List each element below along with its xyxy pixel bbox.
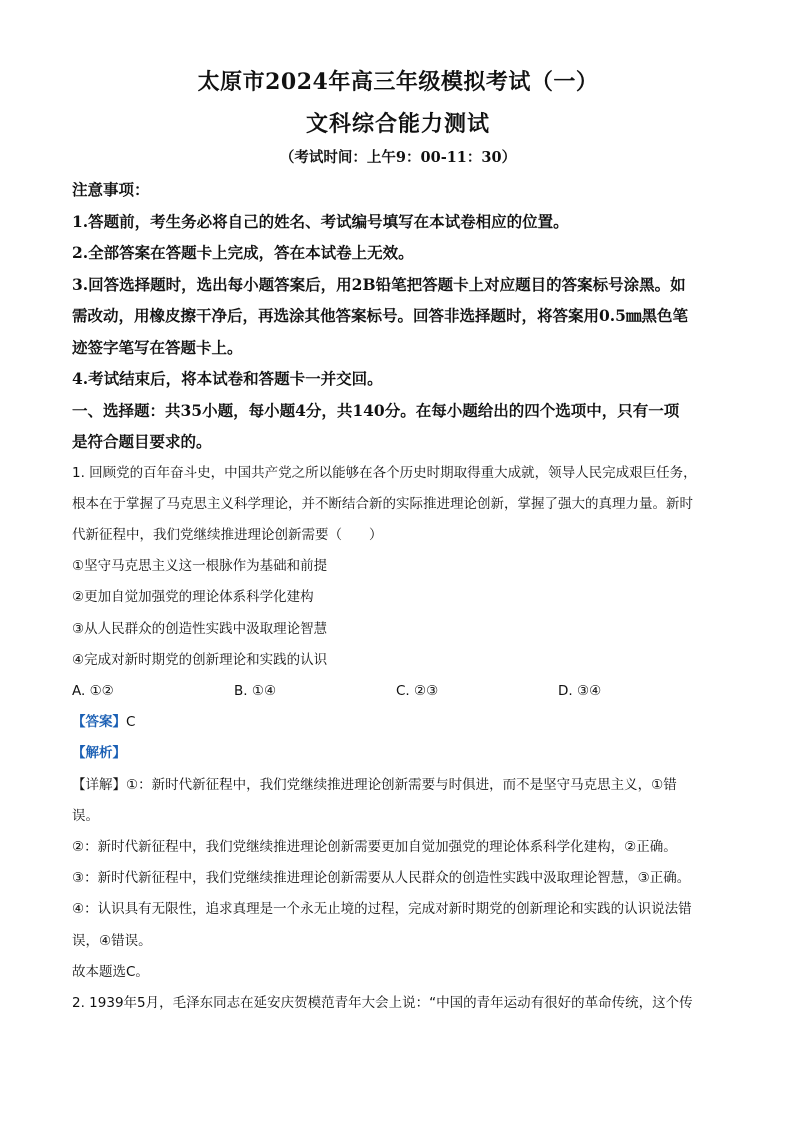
answer-label: 【答案】 — [72, 714, 126, 731]
question-1 — [72, 458, 724, 988]
notice-item-4: 4.考试结束后，将本试卷和答题卡一并交回。 — [72, 369, 383, 388]
q1-detail-1-line-2: 误。 — [72, 807, 99, 824]
notice-item-1: 1.答题前，考生务必将自己的姓名、考试编号填写在本试卷相应的位置。 — [72, 211, 569, 231]
exam-subject: 文科综合能力测试 — [305, 111, 490, 137]
q1-statement-3: ③从人民群众的创造性实践中汲取理论智慧 — [72, 620, 328, 637]
q1-stem-line-2: 根本在于掌握了马克思主义科学理论，并不断结合新的实际推进理论创新，掌握了强大的真理力量。新时 — [72, 495, 693, 512]
q1-detail-2: ②：新时代新征程中，我们党继续推进理论创新需要更加自觉加强党的理论体系科学化建构，②正确。 — [72, 838, 677, 855]
detail-1-text: ①：新时代新征程中，我们党继续推进理论创新需要与时俱进，而不是坚守马克思主义，①错 — [126, 776, 677, 793]
q1-conclusion: 故本题选C。 — [72, 963, 149, 980]
q1-option-c: C. ②③ — [396, 682, 439, 699]
notice-item-3-line-2: 需改动，用橡皮擦干净后，再选涂其他答案标号。回答非选择题时，将答案用0.5㎜黑色笔 — [72, 306, 688, 325]
exam-title: 太原市2024年高三年级模拟考试（一） — [197, 69, 599, 95]
q1-detail-4-line-2: 误，④错误。 — [72, 932, 152, 949]
answer-value: C — [126, 714, 136, 731]
notice-item-2: 2.全部答案在答题卡上完成，答在本试卷上无效。 — [72, 243, 414, 262]
q1-statement-1: ①坚守马克思主义这一根脉作为基础和前提 — [72, 558, 328, 575]
q1-option-a: A. ①② — [72, 682, 114, 699]
notice-heading: 注意事项： — [72, 180, 150, 199]
q1-detail-3: ③：新时代新征程中，我们党继续推进理论创新需要从人民群众的创造性实践中汲取理论智慧，③正确。 — [72, 870, 691, 887]
notice-section — [72, 174, 724, 395]
q1-option-d: D. ③④ — [558, 682, 602, 699]
exam-time: （考试时间：上午9：00-11：30） — [279, 149, 517, 166]
q1-stem-line-1: 1. 回顾党的百年奋斗史，中国共产党之所以能够在各个历史时期取得重大成就，领导人民完成艰巨任务， — [72, 464, 697, 481]
q1-options — [72, 676, 724, 707]
section-heading-line-2: 是符合题目要求的。 — [72, 432, 212, 451]
q1-analysis-heading — [72, 738, 724, 769]
detail-label: 【详解】 — [72, 776, 126, 793]
question-2 — [72, 988, 724, 1019]
q1-option-b: B. ①④ — [234, 682, 277, 699]
q1-stem-line-3: 代新征程中，我们党继续推进理论创新需要（ ） — [72, 526, 383, 543]
q1-statement-2: ②更加自觉加强党的理论体系科学化建构 — [72, 589, 314, 606]
section-heading-line-1: 一、选择题：共35小题，每小题4分，共140分。在每小题给出的四个选项中，只有一项 — [72, 400, 680, 420]
analysis-label: 【解析】 — [72, 745, 126, 762]
q1-detail-4-line-1: ④：认识具有无限性，追求真理是一个永无止境的过程，完成对新时期党的创新理论和实践的认识说法错 — [72, 901, 692, 918]
q1-detail-1-line-1 — [72, 770, 724, 801]
q1-answer — [72, 707, 724, 738]
notice-item-3-line-1: 3.回答选择题时，选出每小题答案后，用2B铅笔把答题卡上对应题目的答案标号涂黑。如 — [72, 274, 686, 294]
q2-stem-line-1: 2. 1939年5月，毛泽东同志在延安庆贺模范青年大会上说：“中国的青年运动有很好的革命传统，这个传 — [72, 994, 693, 1011]
notice-item-3-line-3: 迹签字笔写在答题卡上。 — [72, 337, 243, 357]
q1-statement-4: ④完成对新时期党的创新理论和实践的认识 — [72, 651, 328, 668]
